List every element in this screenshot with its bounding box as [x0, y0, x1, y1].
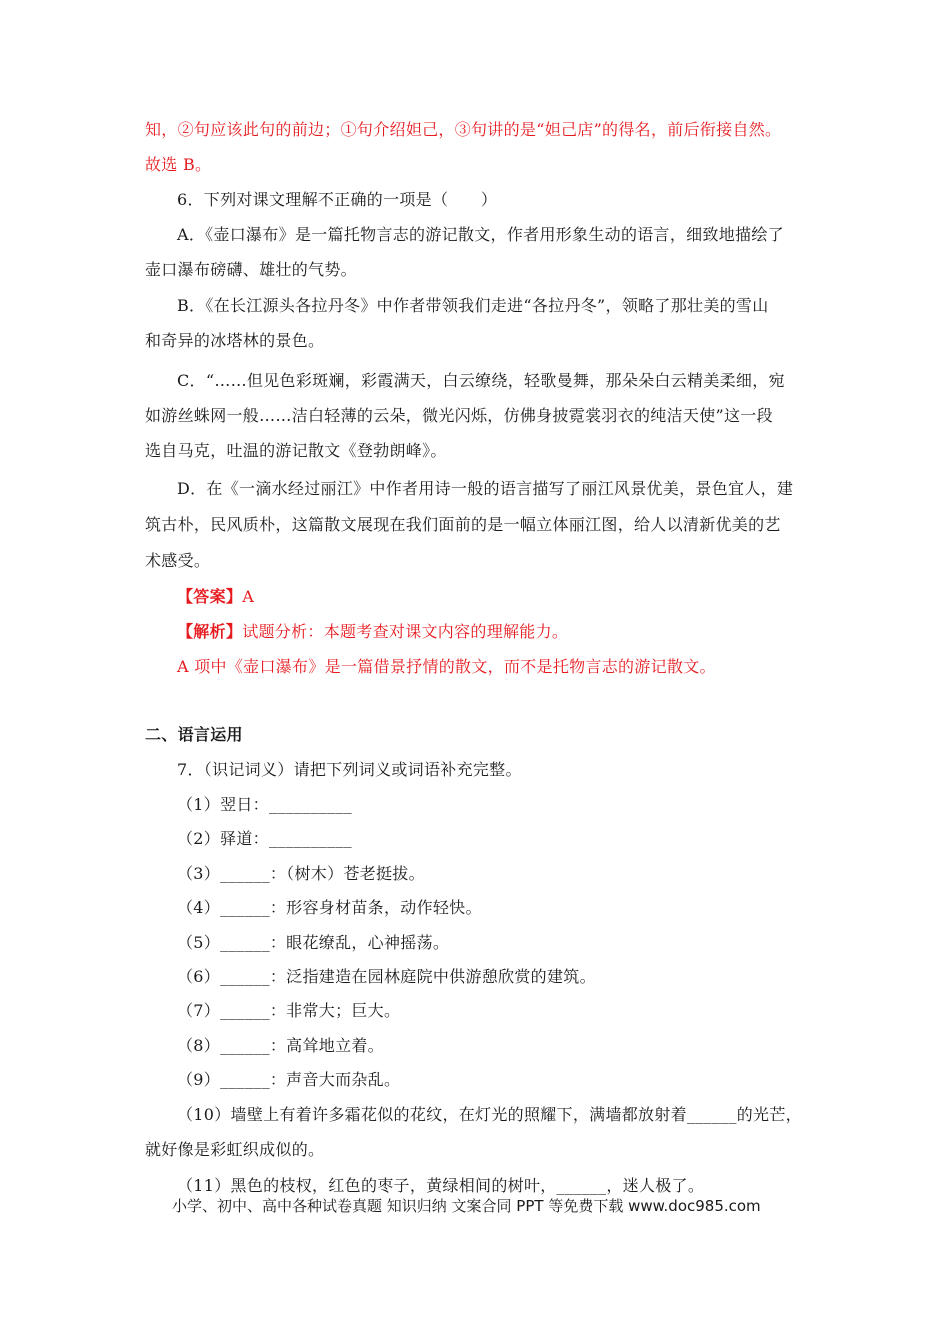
- analysis-line: [177, 620, 568, 644]
- page-footer: 小学、初中、高中各种试卷真题 知识归纳 文案合同 PPT 等免费下载 www.doc985.com: [172, 1197, 761, 1215]
- question-7-stem: 7．（识记词义）请把下列词义或词语补充完整。: [177, 760, 522, 779]
- q7-item-7: （7）______：非常大；巨大。: [177, 1001, 401, 1020]
- answer-line: [177, 585, 254, 609]
- option-d-line-3: 术感受。: [145, 551, 211, 570]
- q7-item-11: （11）黑色的枝杈，红色的枣子，黄绿相间的树叶，______，迷人极了。: [177, 1176, 705, 1195]
- option-b-line-2: 和奇异的冰塔林的景色。: [145, 331, 325, 350]
- prev-analysis-line-1: 知，②句应该此句的前边；①句介绍妲己，③句讲的是“妲己店”的得名，前后衔接自然。: [145, 120, 782, 139]
- q7-item-1: （1）翌日：__________: [177, 795, 352, 814]
- option-b-line-1: B．《在长江源头各拉丹冬》中作者带领我们走进“各拉丹冬”，领略了那壮美的雪山: [177, 296, 769, 315]
- q7-item-4: （4）______：形容身材苗条，动作轻快。: [177, 898, 482, 917]
- section-2-heading: 二、语言运用: [145, 725, 243, 744]
- option-d-line-1: D．在《一滴水经过丽江》中作者用诗一般的语言描写了丽江风景优美，景色宜人，建: [177, 479, 794, 498]
- q7-item-5: （5）______：眼花缭乱，心神摇荡。: [177, 933, 450, 952]
- q7-item-3: （3）______：（树木）苍老挺拔。: [177, 864, 425, 883]
- analysis-detail: A 项中《壶口瀑布》是一篇借景抒情的散文，而不是托物言志的游记散文。: [177, 657, 716, 676]
- option-c-line-2: 如游丝蛛网一般……洁白轻薄的云朵，微光闪烁，仿佛身披霓裳羽衣的纯洁天使”这一段: [145, 406, 773, 425]
- option-a-line-1: A．《壶口瀑布》是一篇托物言志的游记散文，作者用形象生动的语言，细致地描绘了: [177, 225, 784, 244]
- option-c-line-1: C．“……但见色彩斑斓，彩霞满天，白云缭绕，轻歌曼舞，那朵朵白云精美柔细，宛: [177, 371, 785, 390]
- option-a-line-2: 壶口瀑布磅礴、雄壮的气势。: [145, 260, 357, 279]
- option-c-line-3: 选自马克，吐温的游记散文《登勃朗峰》。: [145, 441, 447, 460]
- q7-item-2: （2）驿道：__________: [177, 829, 352, 848]
- answer-tag: 【答案】: [177, 587, 243, 606]
- analysis-tag: 【解析】: [177, 622, 243, 641]
- answer-value: A: [242, 587, 255, 606]
- analysis-text: 试题分析：本题考查对课文内容的理解能力。: [242, 622, 569, 641]
- option-d-line-2: 筑古朴，民风质朴，这篇散文展现在我们面前的是一幅立体丽江图，给人以清新优美的艺: [145, 515, 781, 534]
- q7-item-8: （8）______：高耸地立着。: [177, 1036, 384, 1055]
- q7-item-10-line-1: （10）墙壁上有着许多霜花似的花纹，在灯光的照耀下，满墙都放射着______的光芒，: [177, 1105, 802, 1124]
- question-6-stem: 6．下列对课文理解不正确的一项是（ ）: [177, 190, 498, 209]
- prev-analysis-line-2: 故选 B。: [145, 155, 212, 174]
- q7-item-9: （9）______：声音大而杂乱。: [177, 1070, 401, 1089]
- q7-item-10-line-2: 就好像是彩虹织成似的。: [145, 1140, 325, 1159]
- q7-item-6: （6）______：泛指建造在园林庭院中供游憩欣赏的建筑。: [177, 967, 596, 986]
